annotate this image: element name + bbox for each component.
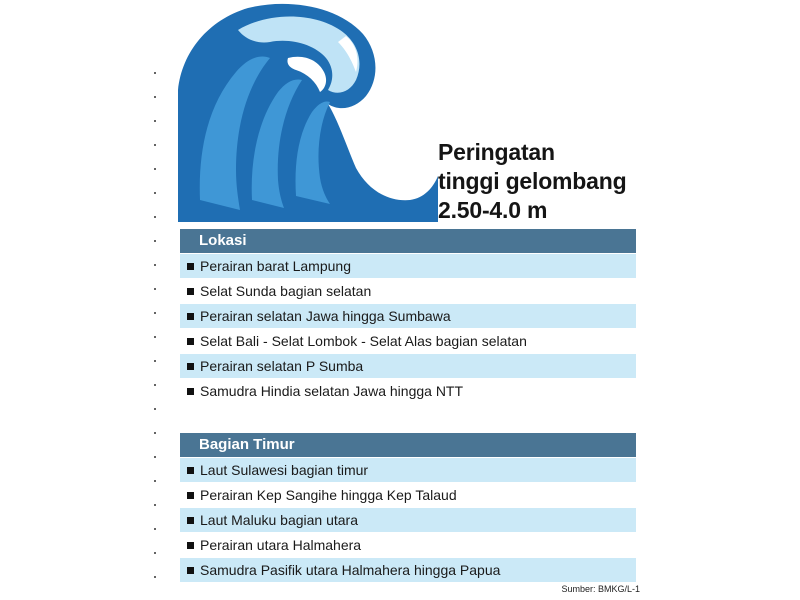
section-lokasi [180, 229, 636, 403]
bullet-square-icon [187, 288, 194, 295]
bullet-square-icon [187, 338, 194, 345]
bullet-square-icon [187, 517, 194, 524]
list-item [180, 354, 636, 378]
list-item-label: Samudra Hindia selatan Jawa hingga NTT [200, 383, 464, 399]
list-item-label: Perairan selatan Jawa hingga Sumbawa [200, 308, 451, 324]
list-item-label: Selat Bali - Selat Lombok - Selat Alas bagian selatan [200, 333, 527, 349]
list-item-label: Samudra Pasifik utara Halmahera hingga Papua [200, 562, 501, 578]
list-item [180, 379, 636, 403]
source-credit: Sumber: BMKG/L-1 [561, 584, 640, 594]
list-item-label: Laut Maluku bagian utara [200, 512, 358, 528]
title-line-1: Peringatan [438, 139, 555, 165]
list-item [180, 508, 636, 532]
bullet-square-icon [187, 363, 194, 370]
list-item [180, 558, 636, 582]
title-line-2: tinggi gelombang [438, 168, 627, 194]
bullet-square-icon [187, 388, 194, 395]
list-item-label: Perairan barat Lampung [200, 258, 351, 274]
list-item [180, 254, 636, 278]
title-line-3: 2.50-4.0 m [438, 197, 548, 223]
list-item [180, 458, 636, 482]
list-item [180, 279, 636, 303]
bullet-square-icon [187, 542, 194, 549]
list-item-label: Perairan utara Halmahera [200, 537, 362, 553]
bullet-square-icon [187, 492, 194, 499]
bullet-square-icon [187, 263, 194, 270]
section-header: Lokasi [180, 229, 636, 253]
page-title [438, 138, 626, 225]
list-item-label: Perairan Kep Sangihe hingga Kep Talaud [200, 487, 457, 503]
list-item-label: Perairan selatan P Sumba [200, 358, 364, 374]
list-item [180, 533, 636, 557]
bullet-square-icon [187, 467, 194, 474]
margin-dots [154, 60, 160, 600]
list-item [180, 483, 636, 507]
section-bagian-timur [180, 433, 636, 582]
list-item-label: Laut Sulawesi bagian timur [200, 462, 369, 478]
list-item [180, 329, 636, 353]
list-item-label: Selat Sunda bagian selatan [200, 283, 372, 299]
section-header: Bagian Timur [180, 433, 636, 457]
list-item [180, 304, 636, 328]
bullet-square-icon [187, 313, 194, 320]
bullet-square-icon [187, 567, 194, 574]
wave-icon [178, 0, 438, 222]
